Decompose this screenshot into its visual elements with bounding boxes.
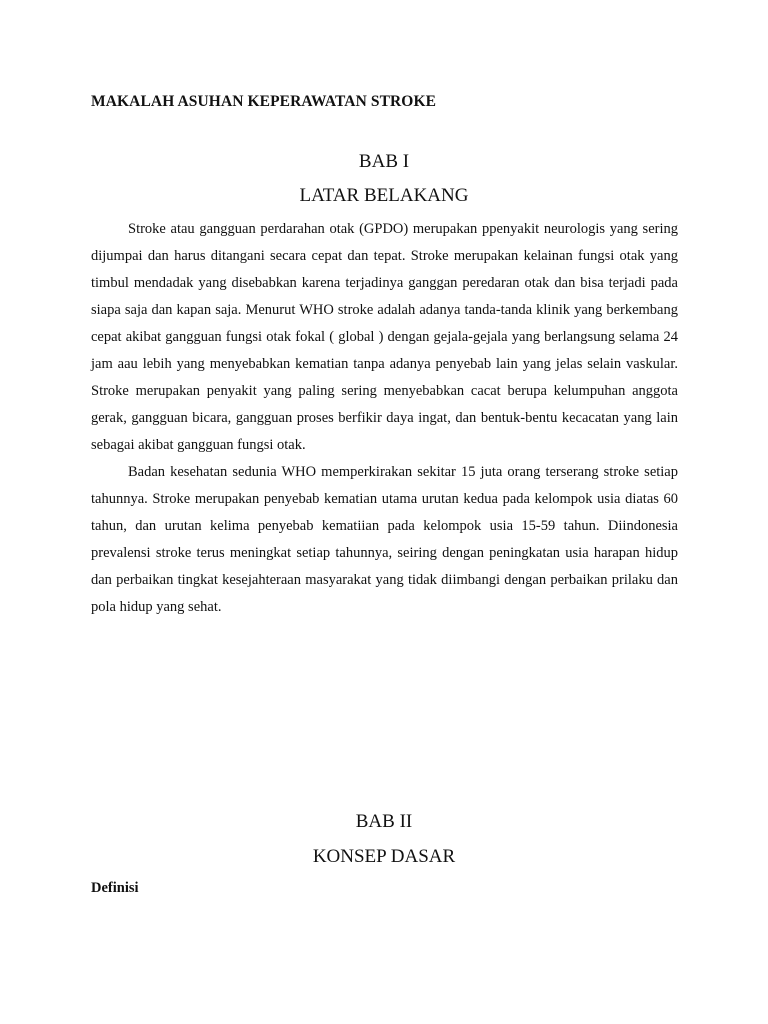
chapter-1-paragraph-1: Stroke atau gangguan perdarahan otak (GPDO) merupakan ppenyakit neurologis yang sering dijumpai dan harus ditangani secara cepat dan tepat. Stroke merupakan kelainan fungsi otak yang timbul mendadak yang disebabkan karena terjadinya ganggan peredaran otak dan bisa terjadi pada siapa saja dan kapan saja. Menurut WHO stroke adalah adanya tanda-tanda klinik yang berkembang cepat akibat gangguan fungsi otak fokal ( global ) dengan gejala-gejala yang berlangsung selama 24 jam aau lebih yang menyebabkan kematian tanpa adanya penyebab lain yang jelas selain vaskular. Stroke merupakan penyakit yang paling sering menyebabkan cacat berupa kelumpuhan anggota gerak, gangguan bicara, gangguan proses berfikir daya ingat, dan bentuk-bentu kecacatan yang lain sebagai akibat gangguan fungsi otak. — [91, 221, 678, 453]
chapter-2-number: BAB II — [355, 811, 413, 832]
definition-subheading: Definisi — [91, 880, 139, 896]
chapter-1-number: BAB I — [358, 151, 410, 172]
document-title: MAKALAH ASUHAN KEPERAWATAN STROKE — [91, 93, 437, 110]
chapter-2-heading: KONSEP DASAR — [312, 846, 456, 867]
chapter-1-heading: LATAR BELAKANG — [299, 185, 469, 206]
chapter-1-paragraph-2: Badan kesehatan sedunia WHO memperkirakan sekitar 15 juta orang terserang stroke setiap tahunnya. Stroke merupakan penyebab kematian utama urutan kedua pada kelompok usia diatas 60 tahun, dan urutan kelima penyebab kematiian pada kelompok usia 15-59 tahun. Diindonesia prevalensi stroke terus meningkat setiap tahunnya, seiring dengan peningkatan usia harapan hidup dan perbaikan tingkat kesejahteraan masyarakat yang tidak diimbangi dengan perbaikan prilaku dan pola hidup yang sehat. — [91, 464, 678, 615]
